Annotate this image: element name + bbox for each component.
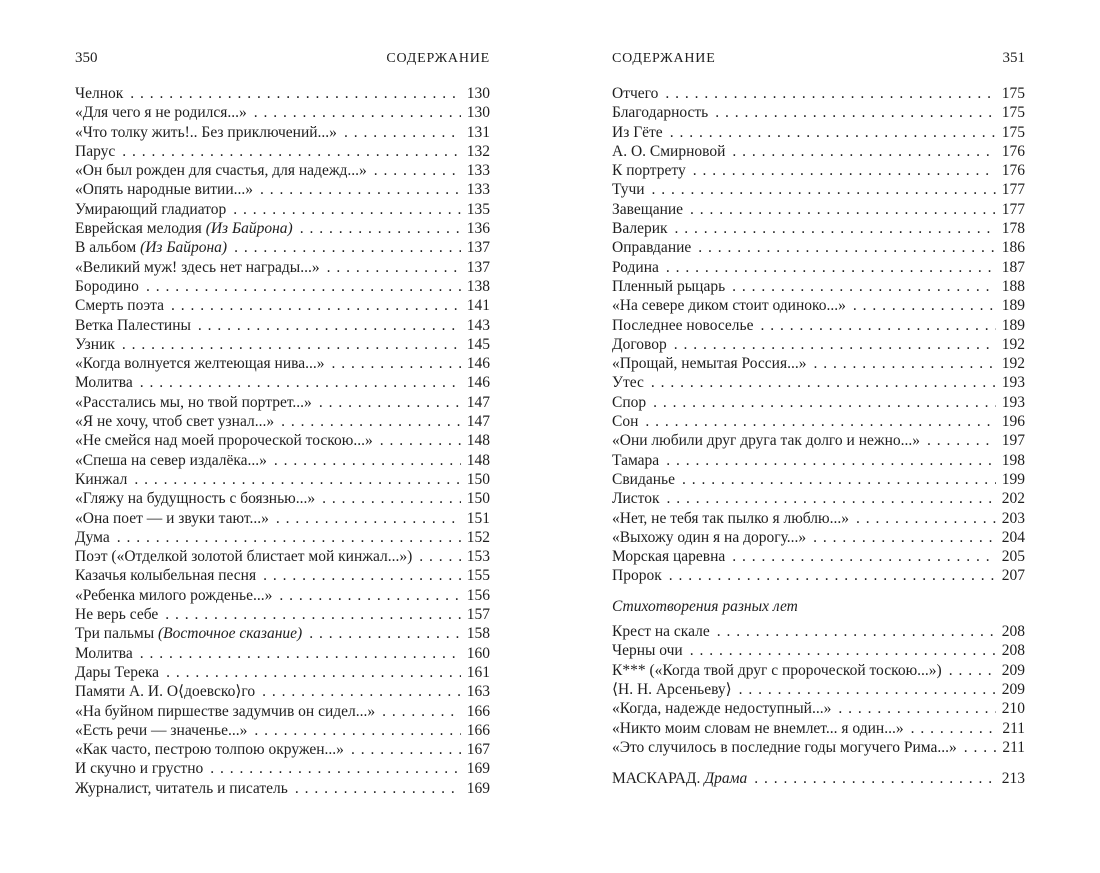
toc-entry-page: 192 (1001, 355, 1025, 373)
toc-entry-title: Морская царевна (612, 548, 726, 566)
toc-leader-dots (674, 335, 996, 354)
toc-entry-page: 193 (1001, 393, 1025, 411)
toc-entry-page: 210 (1001, 700, 1025, 718)
toc-entry (612, 373, 1025, 392)
toc-leader-dots (351, 740, 461, 759)
toc-leader-dots (380, 431, 461, 450)
toc-entry-page: 202 (1001, 490, 1025, 508)
toc-entry-title: Пророк (612, 567, 662, 585)
toc-entry-page: 132 (466, 142, 490, 160)
toc-leader-dots (856, 509, 996, 528)
toc-entry (75, 316, 490, 335)
toc-entry (612, 316, 1025, 335)
toc-leader-dots (233, 200, 461, 219)
toc-entry-title: Не верь себе (75, 606, 159, 624)
toc-leader-dots (300, 219, 461, 238)
toc-leader-dots (760, 316, 995, 335)
toc-entry (75, 180, 490, 199)
toc-entry (75, 412, 490, 431)
toc-leader-dots (122, 335, 461, 354)
toc-entry (75, 277, 490, 296)
toc-entry-page: 148 (466, 451, 490, 469)
toc-entry-title: Челнок (75, 85, 124, 102)
toc-list-right (612, 84, 1025, 586)
running-title: СОДЕРЖАНИЕ (386, 51, 490, 66)
toc-leader-dots (281, 412, 461, 431)
page-351 (612, 50, 1025, 788)
toc-entry-title: Последнее новоселье (612, 316, 754, 334)
toc-leader-dots (732, 142, 995, 161)
toc-entry (612, 509, 1025, 528)
toc-entry-page: 152 (466, 528, 490, 546)
toc-leader-dots (134, 470, 460, 489)
toc-leader-dots (322, 489, 461, 508)
toc-leader-dots (717, 622, 996, 641)
toc-entry-page: 176 (1001, 162, 1025, 180)
toc-entry-title: «Она поет — и звуки тают...» (75, 509, 269, 527)
toc-entry-page: 207 (1001, 567, 1025, 585)
toc-entry-page: 193 (1001, 374, 1025, 392)
toc-leader-dots (140, 644, 461, 663)
toc-entry-title: Узник (75, 335, 115, 353)
toc-entry-page: 136 (466, 220, 490, 238)
toc-leader-dots (274, 451, 461, 470)
toc-entry-title: Три пальмы (Восточное сказание) (75, 625, 303, 643)
toc-entry-title: Отчего (612, 85, 659, 102)
toc-entry-page: 143 (466, 316, 490, 334)
toc-leader-dots (165, 605, 460, 624)
toc-entry (75, 373, 490, 392)
toc-entry (75, 489, 490, 508)
toc-entry-title: Родина (612, 258, 659, 276)
toc-entry (612, 180, 1025, 199)
toc-entry (612, 161, 1025, 180)
toc-entry (75, 740, 490, 759)
toc-entry-page: 198 (1001, 451, 1025, 469)
toc-entry (612, 719, 1025, 738)
toc-entry-title: «Когда, надежде недоступный...» (612, 700, 832, 718)
toc-entry-page: 186 (1001, 239, 1025, 257)
toc-leader-dots (693, 161, 996, 180)
toc-entry (75, 258, 490, 277)
toc-entry-title: К портрету (612, 162, 686, 180)
toc-entry-title: ⟨Н. Н. Арсеньеву⟩ (612, 680, 732, 698)
toc-entry-page: 169 (466, 760, 490, 778)
toc-entry-title: Листок (612, 490, 660, 508)
toc-entry-page: 141 (466, 297, 490, 315)
toc-leader-dots (295, 779, 461, 798)
toc-entry (612, 335, 1025, 354)
toc-entry-title: Ветка Палестины (75, 316, 191, 334)
toc-leader-dots (927, 431, 996, 450)
toc-list-section (612, 622, 1025, 757)
toc-leader-dots (331, 354, 460, 373)
toc-entry-title: МАСКАРАД. Драма (612, 770, 748, 788)
toc-entry (75, 528, 490, 547)
toc-entry-page: 176 (1001, 142, 1025, 160)
toc-entry-title: «Ребенка милого рожденье...» (75, 586, 273, 604)
toc-leader-dots (260, 180, 461, 199)
toc-entry-title: Дары Терека (75, 663, 160, 681)
toc-entry (612, 258, 1025, 277)
toc-leader-dots (344, 123, 461, 142)
toc-entry-page: 204 (1001, 528, 1025, 546)
toc-entry-page: 209 (1001, 661, 1025, 679)
toc-entry-page: 161 (466, 663, 490, 681)
toc-entry (612, 738, 1025, 757)
page-350 (75, 50, 490, 798)
toc-leader-dots (732, 277, 996, 296)
toc-entry (75, 200, 490, 219)
toc-entry-page: 137 (466, 258, 490, 276)
toc-leader-dots (171, 296, 461, 315)
toc-leader-dots (263, 566, 461, 585)
toc-entry-title: «Гляжу на будущность с боязнью...» (75, 490, 316, 508)
toc-entry-page: 169 (466, 779, 490, 797)
toc-entry-title: «На буйном пиршестве задумчив он сидел...» (75, 702, 376, 720)
toc-entry (75, 161, 490, 180)
toc-entry-title: «Он был рожден для счастья, для надежд...» (75, 162, 367, 180)
toc-leader-dots (140, 373, 461, 392)
toc-leader-dots (838, 699, 995, 718)
toc-entry (75, 296, 490, 315)
toc-entry-title: «Это случилось в последние годы могучего Рима...» (612, 738, 957, 756)
toc-leader-dots (813, 354, 995, 373)
toc-entry-page: 147 (466, 413, 490, 431)
toc-entry-title: Кинжал (75, 470, 128, 488)
toc-leader-dots (911, 719, 997, 738)
toc-entry-page: 203 (1001, 509, 1025, 527)
toc-entry (75, 566, 490, 585)
toc-entry (612, 489, 1025, 508)
toc-entry-page: 178 (1001, 220, 1025, 238)
toc-entry (75, 586, 490, 605)
toc-entry-title: Валерик (612, 220, 668, 238)
toc-entry-page: 147 (466, 393, 490, 411)
toc-entry-title: Тучи (612, 181, 645, 199)
toc-entry (75, 451, 490, 470)
page-number: 350 (75, 50, 98, 66)
toc-leader-dots (374, 161, 461, 180)
toc-leader-dots (949, 661, 996, 680)
toc-entry-page: 166 (466, 702, 490, 720)
toc-leader-dots (669, 566, 996, 585)
toc-leader-dots (667, 489, 996, 508)
toc-entry-title: Молитва (75, 374, 133, 392)
toc-entry-title: Поэт («Отделкой золотой блистает мой кинжал...») (75, 548, 413, 566)
toc-entry (612, 84, 1025, 103)
toc-entry (75, 624, 490, 643)
toc-entry (75, 702, 490, 721)
toc-entry-title: Смерть поэта (75, 297, 165, 315)
toc-entry-title: В альбом (Из Байрона) (75, 239, 228, 257)
toc-entry (75, 663, 490, 682)
toc-leader-dots (122, 142, 461, 161)
toc-leader-dots (130, 84, 460, 103)
toc-entry (612, 547, 1025, 566)
toc-entry-page: 211 (1002, 738, 1025, 756)
page-number: 351 (1002, 50, 1025, 66)
toc-entry-title: «Нет, не тебя так пылко я люблю...» (612, 509, 849, 527)
toc-entry-page: 148 (466, 432, 490, 450)
toc-leader-dots (382, 702, 461, 721)
toc-entry-page: 175 (1001, 85, 1025, 102)
toc-entry (75, 682, 490, 701)
toc-list-drama (612, 769, 1025, 788)
running-title: СОДЕРЖАНИЕ (612, 51, 716, 66)
toc-entry-page: 177 (1001, 181, 1025, 199)
toc-entry-page: 151 (466, 509, 490, 527)
toc-entry (612, 296, 1025, 315)
toc-entry-title: «Для чего я не родился...» (75, 104, 247, 122)
toc-entry-title: Памяти А. И. О⟨доевско⟩го (75, 683, 256, 701)
toc-leader-dots (146, 277, 461, 296)
toc-entry-page: 177 (1001, 200, 1025, 218)
toc-leader-dots (754, 769, 996, 788)
toc-entry-title: Свиданье (612, 470, 675, 488)
toc-entry (612, 238, 1025, 257)
toc-leader-dots (652, 180, 996, 199)
toc-leader-dots (327, 258, 461, 277)
toc-entry-title: Сон (612, 413, 639, 431)
toc-leader-dots (645, 412, 995, 431)
toc-leader-dots (276, 509, 461, 528)
toc-entry-page: 155 (466, 567, 490, 585)
toc-leader-dots (653, 393, 996, 412)
toc-entry (75, 721, 490, 740)
toc-entry-page: 160 (466, 644, 490, 662)
toc-entry-title: «Расстались мы, но твой портрет...» (75, 393, 312, 411)
toc-entry-page: 150 (466, 470, 490, 488)
toc-entry-page: 189 (1001, 316, 1025, 334)
toc-leader-dots (732, 547, 995, 566)
toc-leader-dots (279, 586, 460, 605)
toc-entry (612, 699, 1025, 718)
toc-entry-page: 157 (466, 606, 490, 624)
toc-entry-page: 130 (466, 104, 490, 122)
toc-entry-page: 209 (1001, 680, 1025, 698)
toc-entry-title: Договор (612, 335, 667, 353)
toc-entry-page: 211 (1002, 719, 1025, 737)
toc-leader-dots (682, 470, 996, 489)
toc-entry-page: 175 (1001, 104, 1025, 122)
toc-entry-page: 135 (466, 200, 490, 218)
toc-entry-page: 133 (466, 181, 490, 199)
toc-entry-page: 208 (1001, 623, 1025, 641)
toc-entry (75, 123, 490, 142)
toc-entry (75, 219, 490, 238)
toc-entry (612, 641, 1025, 660)
toc-entry-title: К*** («Когда твой друг с пророческой тоскою...») (612, 661, 942, 679)
toc-entry-page: 192 (1001, 335, 1025, 353)
toc-leader-dots (698, 238, 995, 257)
toc-entry-title: «Есть речи — значенье...» (75, 721, 248, 739)
toc-entry (612, 431, 1025, 450)
toc-entry-title: Черны очи (612, 642, 683, 660)
toc-entry-page: 187 (1001, 258, 1025, 276)
toc-entry-title: «Выхожу один я на дорогу...» (612, 528, 807, 546)
toc-entry (612, 219, 1025, 238)
toc-leader-dots (690, 641, 996, 660)
toc-entry-title: Из Гёте (612, 123, 663, 141)
toc-leader-dots (666, 258, 996, 277)
toc-entry (75, 431, 490, 450)
toc-entry-page: 188 (1001, 277, 1025, 295)
section-heading: Стихотворения разных лет (612, 597, 798, 615)
toc-entry-page: 213 (1001, 770, 1025, 788)
toc-entry-title: Спор (612, 393, 647, 411)
toc-entry (612, 528, 1025, 547)
toc-entry-title: «Никто моим словам не внемлет... я один...» (612, 719, 904, 737)
toc-entry (612, 661, 1025, 680)
toc-entry-page: 150 (466, 490, 490, 508)
toc-entry-page: 156 (466, 586, 490, 604)
toc-entry-page: 146 (466, 374, 490, 392)
toc-entry-title: «Прощай, немытая Россия...» (612, 355, 807, 373)
toc-entry-title: «Как часто, пестрою толпою окружен...» (75, 741, 344, 759)
toc-entry-page: 163 (466, 683, 490, 701)
toc-leader-dots (117, 528, 461, 547)
toc-entry-title: Бородино (75, 277, 139, 295)
toc-entry (75, 509, 490, 528)
toc-entry (612, 142, 1025, 161)
toc-entry-page: 167 (466, 741, 490, 759)
toc-entry (75, 759, 490, 778)
toc-leader-dots (309, 624, 461, 643)
toc-entry (612, 354, 1025, 373)
toc-entry (75, 354, 490, 373)
toc-entry (75, 142, 490, 161)
toc-leader-dots (651, 373, 996, 392)
toc-list-left (75, 84, 490, 798)
toc-entry-title: Завещание (612, 200, 684, 218)
toc-entry-page: 137 (466, 239, 490, 257)
toc-entry-page: 196 (1001, 413, 1025, 431)
toc-entry (75, 644, 490, 663)
toc-entry-title: «Что толку жить!.. Без приключений...» (75, 123, 337, 141)
toc-entry-title: «Опять народные витии...» (75, 181, 254, 199)
toc-entry (612, 680, 1025, 699)
toc-entry-title: Утес (612, 374, 644, 392)
toc-leader-dots (262, 682, 461, 701)
toc-entry-page: 146 (466, 355, 490, 373)
toc-entry (75, 84, 490, 103)
toc-entry (612, 566, 1025, 585)
toc-entry (75, 547, 490, 566)
toc-entry (612, 622, 1025, 641)
toc-entry-title: Благодарность (612, 104, 709, 122)
toc-entry (612, 393, 1025, 412)
toc-entry-page: 199 (1001, 470, 1025, 488)
toc-entry-title: Пленный рыцарь (612, 277, 726, 295)
toc-leader-dots (715, 103, 995, 122)
toc-entry-title: «Они любили друг друга так долго и нежно...» (612, 432, 921, 450)
toc-entry (75, 470, 490, 489)
toc-leader-dots (813, 528, 996, 547)
toc-entry (75, 605, 490, 624)
toc-entry (612, 103, 1025, 122)
toc-leader-dots (210, 759, 461, 778)
toc-entry (612, 470, 1025, 489)
toc-entry-page: 130 (466, 85, 490, 102)
toc-leader-dots (739, 680, 996, 699)
toc-entry-page: 166 (466, 721, 490, 739)
toc-entry (612, 451, 1025, 470)
toc-entry (612, 200, 1025, 219)
toc-entry-page: 208 (1001, 642, 1025, 660)
toc-entry (612, 769, 1025, 788)
toc-entry-title: И скучно и грустно (75, 760, 204, 778)
toc-entry-title: «Не смейся над моей пророческой тоскою...» (75, 432, 373, 450)
toc-entry (612, 123, 1025, 142)
toc-entry-title: «Спеша на север издалёка...» (75, 451, 267, 469)
toc-entry-page: 175 (1001, 123, 1025, 141)
toc-leader-dots (964, 738, 997, 757)
toc-leader-dots (670, 123, 996, 142)
toc-leader-dots (675, 219, 996, 238)
toc-entry-title: Молитва (75, 644, 133, 662)
toc-entry-page: 205 (1001, 548, 1025, 566)
toc-leader-dots (690, 200, 996, 219)
toc-leader-dots (254, 103, 461, 122)
toc-entry-title: А. О. Смирновой (612, 142, 726, 160)
toc-entry-title: Тамара (612, 451, 660, 469)
toc-entry-title: Казачья колыбельная песня (75, 567, 257, 585)
toc-entry-page: 138 (466, 277, 490, 295)
toc-leader-dots (319, 393, 461, 412)
toc-entry-title: «Я не хочу, чтоб свет узнал...» (75, 413, 275, 431)
toc-leader-dots (419, 547, 461, 566)
toc-entry (75, 238, 490, 257)
toc-leader-dots (198, 316, 461, 335)
toc-entry (75, 103, 490, 122)
toc-entry (75, 393, 490, 412)
toc-entry-title: «Когда волнуется желтеющая нива...» (75, 355, 325, 373)
toc-entry-title: Еврейская мелодия (Из Байрона) (75, 220, 293, 238)
running-head-left (75, 50, 490, 67)
toc-entry-page: 133 (466, 162, 490, 180)
toc-entry-title: «Великий муж! здесь нет награды...» (75, 258, 320, 276)
toc-entry (612, 277, 1025, 296)
toc-entry-title: «На севере диком стоит одиноко...» (612, 297, 846, 315)
running-head-right (612, 50, 1025, 67)
toc-leader-dots (666, 451, 996, 470)
toc-entry-page: 197 (1001, 432, 1025, 450)
toc-leader-dots (234, 238, 461, 257)
toc-leader-dots (254, 721, 460, 740)
toc-entry-title: Парус (75, 142, 116, 160)
toc-entry-title: Умирающий гладиатор (75, 200, 227, 218)
toc-entry (75, 335, 490, 354)
toc-entry-title: Оправдание (612, 239, 692, 257)
toc-leader-dots (853, 296, 996, 315)
toc-entry-title: Журналист, читатель и писатель (75, 779, 288, 797)
toc-entry-page: 131 (466, 123, 490, 141)
toc-entry-page: 189 (1001, 297, 1025, 315)
toc-leader-dots (166, 663, 461, 682)
toc-entry (75, 779, 490, 798)
toc-entry-title: Дума (75, 528, 110, 546)
toc-entry-page: 158 (466, 625, 490, 643)
toc-entry-page: 153 (466, 548, 490, 566)
toc-entry-page: 145 (466, 335, 490, 353)
toc-leader-dots (665, 84, 995, 103)
toc-entry (612, 412, 1025, 431)
toc-entry-title: Крест на скале (612, 623, 710, 641)
